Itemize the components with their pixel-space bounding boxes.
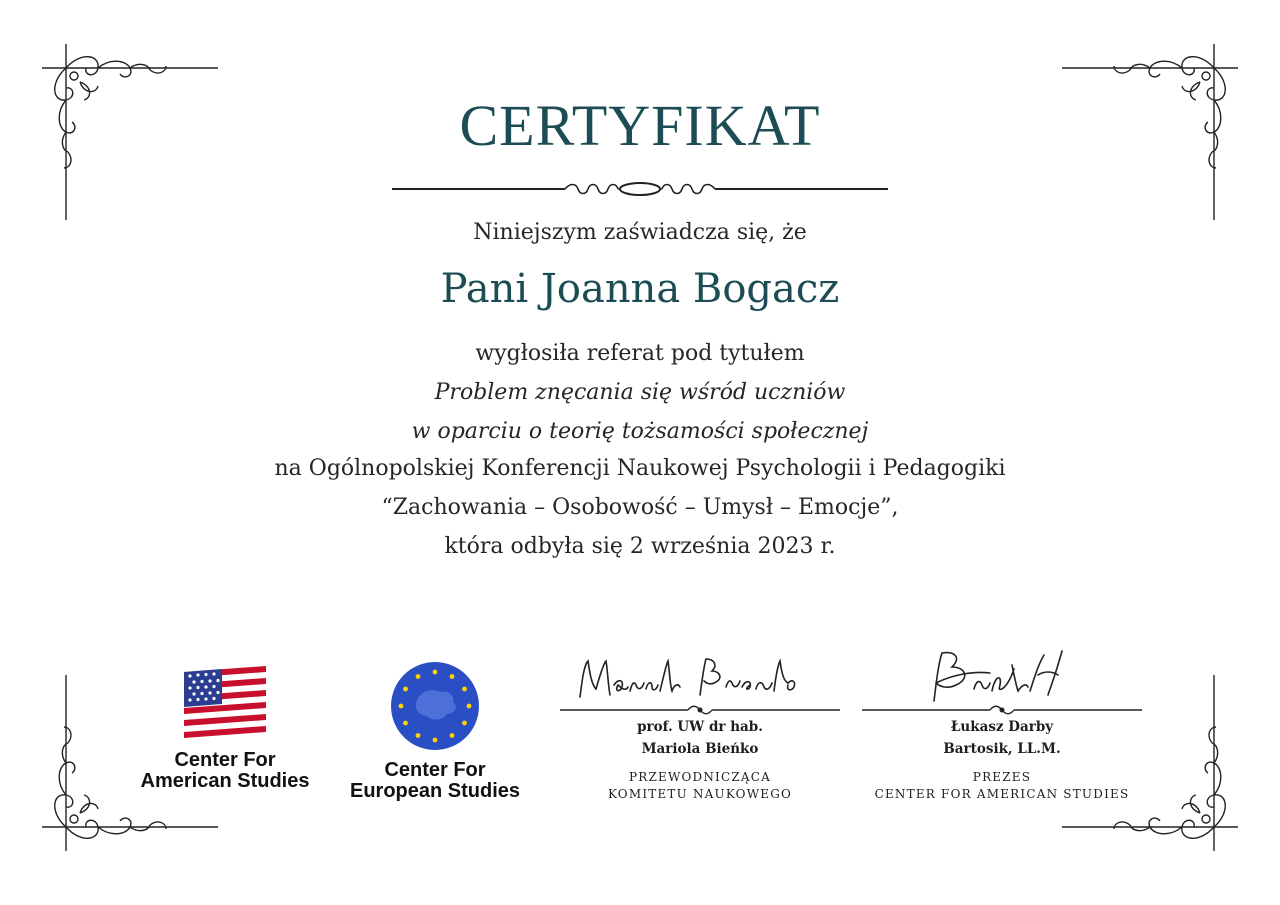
signature-block-chair: [560, 645, 840, 803]
us-flag-icon: [182, 664, 268, 742]
handwritten-signature: [862, 645, 1142, 705]
logo-center-american-studies: [130, 664, 320, 792]
paper-title-line-1: Problem znęcania się wśród uczniów: [434, 380, 846, 405]
signatory-2-name-suffix: Bartosik, LL.M.: [943, 741, 1061, 757]
signatory-1-name: Mariola Bieńko: [641, 741, 759, 757]
signatory-2-name: Łukasz Darby: [950, 719, 1054, 735]
recipient-name: Pani Joanna Bogacz: [440, 266, 840, 312]
title-divider: [390, 176, 890, 202]
logo-american-line-2: American Studies: [140, 770, 310, 792]
eu-globe-icon: [389, 660, 481, 752]
logo-american-line-1: Center For: [174, 749, 276, 771]
signatory-1-role-line-2: KOMITETU NAUKOWEGO: [607, 787, 793, 801]
paper-title-line-2: w oparciu o teorię tożsamości społecznej: [411, 419, 869, 444]
signature-rule-icon: [560, 705, 840, 715]
logo-center-european-studies: [340, 660, 530, 802]
body-line-1: wygłosiła referat pod tytułem: [475, 341, 805, 366]
signatory-2-role-line-2: CENTER FOR AMERICAN STUDIES: [874, 787, 1130, 801]
intro-text: Niniejszym zaświadcza się, że: [473, 220, 807, 245]
signatory-1-role-line-1: PRZEWODNICZĄCA: [628, 770, 772, 784]
signature-line: [862, 705, 1142, 715]
signature-line: [560, 705, 840, 715]
signature-icon: [560, 645, 840, 705]
conference-name: “Zachowania – Osobowość – Umysł – Emocje”,: [381, 495, 899, 520]
logo-european-line-1: Center For: [384, 759, 486, 781]
signature-icon: [862, 645, 1142, 705]
certificate-title: CERTYFIKAT: [459, 93, 821, 158]
handwritten-signature: [560, 645, 840, 705]
logo-european-line-2: European Studies: [349, 780, 521, 802]
date-line: która odbyła się 2 września 2023 r.: [444, 534, 836, 559]
signature-rule-icon: [862, 705, 1142, 715]
signatory-1-title: prof. UW dr hab.: [637, 719, 763, 735]
signatory-2-role-line-1: PREZES: [972, 770, 1032, 784]
signature-block-president: [862, 645, 1142, 803]
scroll-divider-icon: [390, 176, 890, 202]
body-line-2: na Ogólnopolskiej Konferencji Naukowej Psychologii i Pedagogiki: [274, 456, 1006, 481]
